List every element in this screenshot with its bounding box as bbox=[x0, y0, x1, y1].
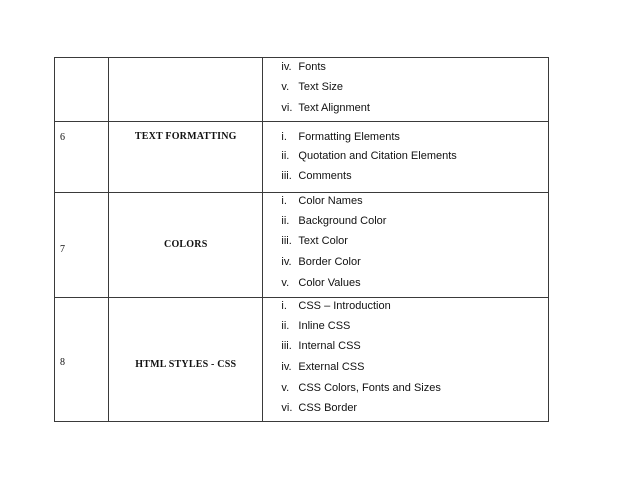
subtopic-cell bbox=[263, 121, 549, 192]
syllabus-table bbox=[54, 57, 549, 422]
row-topic: COLORS bbox=[109, 192, 263, 297]
subtopic-list bbox=[281, 193, 548, 294]
item-text: Quotation and Citation Elements bbox=[298, 149, 457, 162]
item-marker: iii. bbox=[281, 235, 292, 248]
table-row bbox=[55, 297, 549, 421]
item-marker: vi. bbox=[281, 402, 293, 415]
item-marker: i. bbox=[281, 299, 287, 312]
subtopic-cell bbox=[263, 297, 549, 421]
list-item bbox=[281, 398, 548, 419]
item-text: CSS Colors, Fonts and Sizes bbox=[298, 381, 441, 394]
item-marker: ii. bbox=[281, 214, 290, 227]
item-marker: iv. bbox=[281, 61, 292, 73]
item-text: CSS – Introduction bbox=[298, 299, 391, 312]
row-number: 8 bbox=[55, 297, 109, 421]
list-item bbox=[281, 146, 548, 167]
item-marker: v. bbox=[281, 276, 290, 289]
item-text: Text Size bbox=[298, 81, 344, 93]
item-marker: vi. bbox=[281, 101, 293, 114]
item-text: Color Names bbox=[298, 194, 363, 207]
table-row bbox=[55, 121, 549, 192]
list-item bbox=[281, 58, 548, 77]
table-row bbox=[55, 58, 549, 122]
list-item bbox=[281, 98, 548, 121]
list-item bbox=[281, 122, 548, 146]
row-topic: HTML STYLES - CSS bbox=[109, 297, 263, 421]
subtopic-list bbox=[281, 122, 548, 190]
item-marker: i. bbox=[281, 130, 287, 143]
list-item bbox=[281, 316, 548, 337]
item-marker: iii. bbox=[281, 340, 292, 353]
item-text: Background Color bbox=[298, 214, 387, 227]
item-marker: ii. bbox=[281, 149, 290, 162]
item-text: Internal CSS bbox=[298, 340, 361, 353]
item-marker: v. bbox=[281, 381, 290, 394]
item-text: Color Values bbox=[298, 276, 361, 289]
item-marker: iv. bbox=[281, 256, 292, 269]
table-row bbox=[55, 192, 549, 297]
list-item bbox=[281, 378, 548, 399]
item-text: External CSS bbox=[298, 361, 365, 374]
list-item bbox=[281, 357, 548, 378]
row-topic bbox=[109, 58, 263, 122]
row-number: 6 bbox=[55, 121, 109, 192]
subtopic-cell bbox=[263, 192, 549, 297]
row-number bbox=[55, 58, 109, 122]
item-text: Text Alignment bbox=[298, 101, 370, 114]
item-marker: v. bbox=[281, 81, 290, 93]
list-item bbox=[281, 77, 548, 98]
item-marker: i. bbox=[281, 194, 287, 207]
item-marker: iv. bbox=[281, 361, 292, 374]
row-number: 7 bbox=[55, 192, 109, 297]
item-text: Fonts bbox=[298, 61, 326, 73]
subtopic-list bbox=[281, 58, 548, 121]
item-text: CSS Border bbox=[298, 402, 358, 415]
item-text: Comments bbox=[298, 170, 352, 183]
item-marker: ii. bbox=[281, 319, 290, 332]
list-item bbox=[281, 231, 548, 252]
list-item bbox=[281, 336, 548, 357]
row-topic: TEXT FORMATTING bbox=[109, 121, 263, 192]
list-item bbox=[281, 166, 548, 189]
item-marker: iii. bbox=[281, 170, 292, 183]
item-text: Inline CSS bbox=[298, 319, 351, 332]
list-item bbox=[281, 193, 548, 211]
list-item bbox=[281, 298, 548, 316]
item-text: Border Color bbox=[298, 256, 361, 269]
subtopic-list bbox=[281, 298, 548, 419]
item-text: Formatting Elements bbox=[298, 130, 400, 143]
subtopic-cell bbox=[263, 58, 549, 122]
item-text: Text Color bbox=[298, 235, 348, 248]
list-item bbox=[281, 252, 548, 273]
list-item bbox=[281, 273, 548, 294]
list-item bbox=[281, 211, 548, 232]
